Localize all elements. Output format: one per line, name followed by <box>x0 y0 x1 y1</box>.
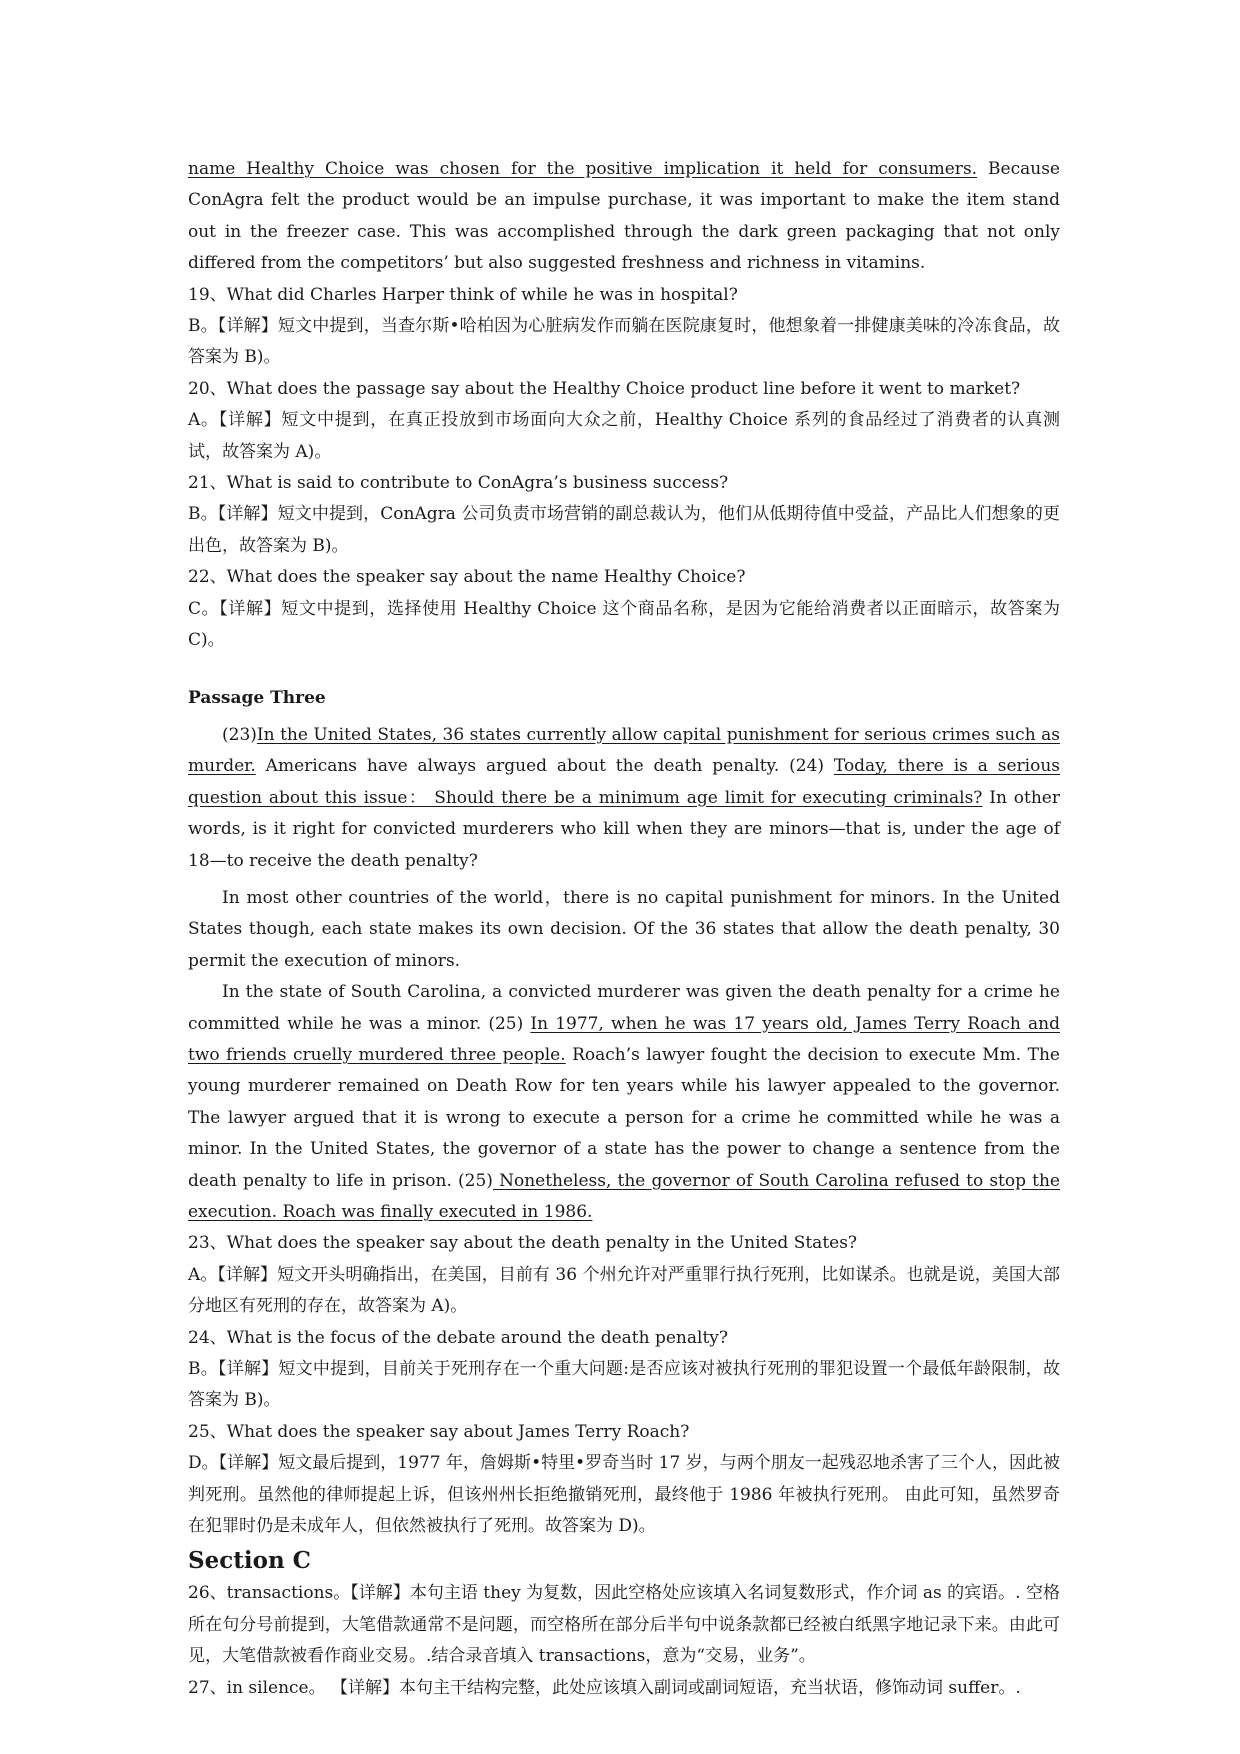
text-segment: Americans have always argued about the death penalty. (24) <box>255 756 834 777</box>
section-c-title: Section C <box>188 1547 311 1575</box>
answer-19: B。【详解】短文中提到，当查尔斯•哈柏因为心脏病发作而躺在医院康复时，他想象着一排健康美味的冷冻食品，故答案为 B)。 <box>188 316 1060 368</box>
qa-block-passage-two <box>188 280 1060 657</box>
intro-underlined-text: name Healthy Choice was chosen for the positive implication it held for consumers. <box>188 159 978 179</box>
answer-22: C。【详解】短文中提到，选择使用 Healthy Choice 这个商品名称，是因为它能给消费者以正面暗示，故答案为 C)。 <box>188 598 1060 651</box>
intro-paragraph <box>188 154 1060 280</box>
passage-three-paragraph-1 <box>188 720 1060 877</box>
question-24: 24、What is the focus of the debate around the death penalty? <box>188 1327 728 1348</box>
question-25: 25、What does the speaker say about James Terry Roach? <box>188 1421 690 1442</box>
underlined-sentence-25a: In 1977, when he was 17 years old, James Terry Roach and two friends cruelly murdered three people. <box>188 1013 1060 1065</box>
question-19: 19、What did Charles Harper think of while he was in hospital? <box>188 284 738 305</box>
question-21: 21、What is said to contribute to ConAgra’s business success? <box>188 473 729 494</box>
text-segment: In the state of South Carolina, a convicted murderer was given the death penalty for a crime he committed while he was a minor. (25) <box>188 982 1060 1034</box>
document-page <box>188 154 1060 1704</box>
text-segment: In other words, is it right for convicted murderers who kill when they are minors—that is, under the age of 18—to receive the death penalty? <box>188 787 1060 871</box>
question-22: 22、What does the speaker say about the name Healthy Choice? <box>188 567 746 588</box>
underlined-sentence-24: Today, there is a serious question about this issue： Should there be a minimum age limit for executing criminals? <box>188 756 1061 808</box>
answer-23: A。【详解】短文开头明确指出，在美国，目前有 36 个州允许对严重罪行执行死刑，比如谋杀。也就是说，美国大部分地区有死刑的存在，故答案为 A)。 <box>188 1264 1060 1317</box>
answer-24: B。【详解】短文中提到，目前关于死刑存在一个重大问题:是否应该对被执行死刑的罪犯设置一个最低年龄限制，故答案为 B)。 <box>188 1359 1060 1411</box>
passage-three-title: Passage Three <box>188 687 326 708</box>
intro-text: Because ConAgra felt the product would be an impulse purchase, it was important to make the item stand out in the freezer case. This was accomplished through the dark green packaging that not only differed from the competitors’ but also suggested freshness and richness in vitamins. <box>188 159 1060 274</box>
passage-three-paragraph-2: In most other countries of the world，there is no capital punishment for minors. In the United States though, each state makes its own decision. Of the 36 states that allow the death penalty, 30 permit the execution of minors. <box>188 887 1060 971</box>
section-c-item-27: 27、in silence。 【详解】本句主干结构完整，此处应该填入副词或副词短语，充当状语，修饰动词 suffer。. <box>188 1677 1021 1698</box>
answer-21: B。【详解】短文中提到，ConAgra 公司负责市场营销的副总裁认为，他们从低期待值中受益，产品比人们想象的更出色，故答案为 B)。 <box>188 504 1060 556</box>
underlined-sentence-25b: Nonetheless, the governor of South Carolina refused to stop the execution. Roach was finally executed in 1986. <box>188 1170 1060 1222</box>
answer-20: A。【详解】短文中提到，在真正投放到市场面向大众之前，Healthy Choice 系列的食品经过了消费者的认真测试，故答案为 A)。 <box>188 410 1060 462</box>
answer-25: D。【详解】短文最后提到，1977 年，詹姆斯•特里•罗奇当时 17 岁，与两个朋友一起残忍地杀害了三个人，因此被判死刑。虽然他的律师提起上诉，但该州州长拒绝撤销死刑，最终他于 1986 年被执行死刑。 由此可知，虽然罗奇在犯罪时仍是未成年人，但依然被执行了死刑。故答案为 D)。 <box>188 1453 1060 1537</box>
question-20: 20、What does the passage say about the Healthy Choice product line before it went to market? <box>188 378 1021 399</box>
section-c-item-26: 26、transactions。【详解】本句主语 they 为复数，因此空格处应该填入名词复数形式，作介词 as 的宾语。. 空格所在句分号前提到，大笔借款通常不是问题，而空格所在部分后半句中说条款都已经被白纸黑字地记录下来。由此可见，大笔借款被看作商业交易。.结合录音填入 transactions，意为“交易，业务”。 <box>188 1583 1060 1667</box>
question-23: 23、What does the speaker say about the death penalty in the United States? <box>188 1233 858 1254</box>
passage-three-paragraph-3 <box>188 977 1060 1228</box>
text-segment: Roach’s lawyer fought the decision to execute Mm. The young murderer remained on Death Row for ten years while his lawyer appealed to the governor. The lawyer argued that it is wrong to execute a person for a crime he committed while he was a minor. In the United States, the governor of a state has the power to change a sentence from the death penalty to life in prison. (25) <box>188 1044 1060 1191</box>
qa-block-passage-three <box>188 1228 1060 1542</box>
marker-23: (23) <box>222 724 257 745</box>
underlined-sentence-23: In the United States, 36 states currently allow capital punishment for serious crimes such as murder. <box>188 724 1060 777</box>
